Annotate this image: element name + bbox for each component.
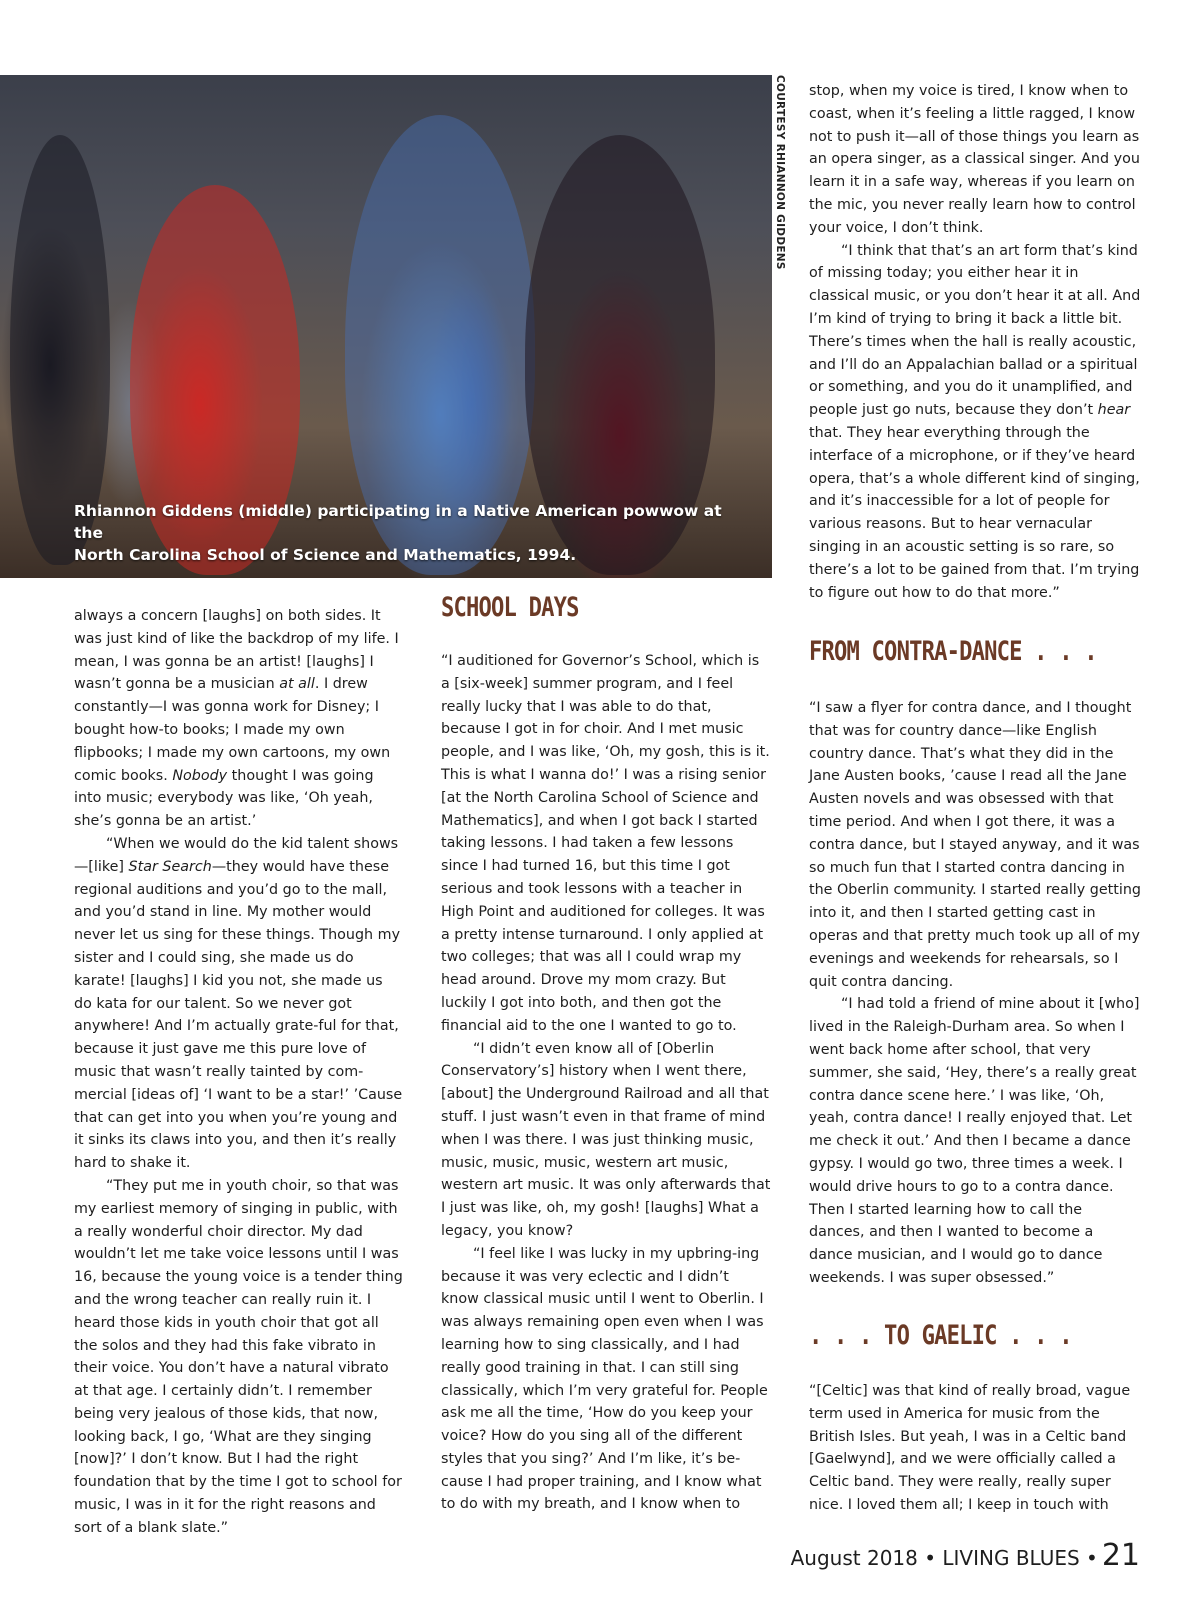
issue-info: August 2018 • LIVING BLUES • bbox=[790, 1546, 1098, 1570]
paragraph: “I feel like I was lucky in my upbring-ing because it was very eclectic and I didn’t know classical music until I went to Oberlin. I was always remaining open even when I was learning how to sing classically, and I had really good training in that. I can still sing classically, which I’m very grateful for. People ask me all the time, ‘How do you keep your voice? How do you sing all of the different styles that you sing?’ And I’m like, it’s be-cause I had proper training, and I know what to do with my breath, and I know when to bbox=[441, 1245, 768, 1513]
paragraph: “When we would do the kid talent shows—[like] Star Search—they would have these regional auditions and you’d go to the mall, and you’d stand in line. My mother would never let us sing for these things. Though my sister and I could sing, she made us do karate! [laughs] I kid you not, she made us do kata for our talent. So we never got anywhere! And I’m actually grate-ful for that, because it just gave me this pure love of music that wasn’t really tainted by com-mercial [ideas of] ‘I want to be a star!’ ’Cause that can get into you when you’re young and it sinks its claws into you, and then it’s really hard to shake it. bbox=[74, 835, 403, 1172]
section-heading-school-days: SCHOOL DAYS bbox=[441, 592, 579, 623]
page-footer bbox=[791, 1538, 1140, 1573]
column-2 bbox=[441, 650, 771, 1516]
paragraph: “[Celtic] was that kind of really broad, vague term used in America for music from the British Isles. But yeah, I was in a Celtic band [Gaelwynd], and we were officially called a Celtic band. They were really, really super nice. I loved them all; I keep in touch with bbox=[809, 1383, 1131, 1513]
photo-caption-line2: North Carolina School of Science and Mathematics, 1994. bbox=[74, 546, 577, 564]
paragraph: “They put me in youth choir, so that was my earliest memory of singing in public, with a really wonderful choir director. My dad wouldn’t let me take voice lessons until I was 16, because the young voice is a tender thing and the wrong teacher can really ruin it. I heard those kids in youth choir that got all the solos and they had this fake vibrato in their voice. You don’t have a natural vibrato at that age. I certainly didn’t. I remember being very jealous of those kids, that now, looking back, I go, ‘What are they singing [now]?’ I don’t know. But I had the right foundation that by the time I got to school for music, I was in it for the right reasons and sort of a blank slate.” bbox=[74, 1177, 403, 1536]
section-heading-contra-dance: FROM CONTRA-DANCE . . . bbox=[809, 636, 1097, 667]
photo-caption bbox=[74, 500, 734, 566]
photo-credit: COURTESY RHIANNON GIDDENS bbox=[774, 75, 786, 270]
column-3-top bbox=[809, 80, 1141, 604]
paragraph: “I auditioned for Governor’s School, which is a [six-week] summer program, and I feel really lucky that I was able to do that, because I got in for choir. And I met music people, and I was like, ‘Oh, my gosh, this is it. This is what I wanna do!’ I was a rising senior [at the North Carolina School of Science and Mathematics], and when I got back I started taking lessons. I had taken a few lessons since I had turned 16, but this time I got serious and took lessons with a teacher in High Point and auditioned for colleges. It was a pretty intense turnaround. I only applied at two colleges; that was all I could wrap my head around. Drove my mom crazy. But luckily I got into both, and then got the financial aid to the one I wanted to go to. bbox=[441, 653, 770, 1034]
column-1 bbox=[74, 605, 404, 1540]
page-number: 21 bbox=[1101, 1538, 1140, 1573]
paragraph: stop, when my voice is tired, I know when to coast, when it’s feeling a little ragged, I know not to push it—all of those things you learn as an opera singer, as a classical singer. And you learn it in a safe way, whereas if you learn on the mic, you never really learn how to control your voice, I don’t think. bbox=[809, 83, 1140, 236]
paragraph: “I saw a flyer for contra dance, and I thought that was for country dance—like English country dance. That’s what they did in the Jane Austen books, ’cause I read all the Jane Austen novels and was obsessed with that time period. And when I got there, it was a contra dance, but I stayed anyway, and it was so much fun that I started contra dancing in the Oberlin community. I started really getting into it, and then I started getting cast in operas and that pretty much took up all of my evenings and weekends for rehearsals, so I quit contra dancing. bbox=[809, 700, 1141, 990]
section-heading-gaelic: . . . TO GAELIC . . . bbox=[809, 1320, 1072, 1351]
photo-caption-line1: Rhiannon Giddens (middle) participating in a Native American powwow at the bbox=[74, 502, 722, 542]
paragraph: “I had told a friend of mine about it [who] lived in the Raleigh-Durham area. So when I went back home after school, that very summer, she said, ‘Hey, there’s a really great contra dance scene here.’ I was like, ‘Oh, yeah, contra dance! I really enjoyed that. Let me check it out.’ And then I became a dance gypsy. I would go two, three times a week. I would drive hours to go to a contra dance. Then I started learning how to call the dances, and then I wanted to become a dance musician, and I would go to dance weekends. I was super obsessed.” bbox=[809, 996, 1140, 1286]
paragraph: always a concern [laughs] on both sides. It was just kind of like the backdrop of my life. I mean, I was gonna be an artist! [laughs] I wasn’t gonna be a musician at all. I drew constantly—I was gonna work for Disney; I bought how-to books; I made my own flipbooks; I made my own cartoons, my own comic books. Nobody thought I was going into music; everybody was like, ‘Oh yeah, she’s gonna be an artist.’ bbox=[74, 608, 399, 830]
column-3-middle bbox=[809, 697, 1141, 1290]
paragraph: “I didn’t even know all of [Oberlin Conservatory’s] history when I went there, [about] the Underground Railroad and all that stuff. I just wasn’t even in that frame of mind when I was there. I was just thinking music, music, music, music, western art music, western art music. It was only afterwards that I just was like, oh, my gosh! [laughs] What a legacy, you know? bbox=[441, 1040, 771, 1239]
feature-photo bbox=[0, 75, 772, 578]
column-3-bottom bbox=[809, 1380, 1141, 1517]
paragraph: “I think that that’s an art form that’s kind of missing today; you either hear it in classical music, or you don’t hear it at all. And I’m kind of trying to bring it back a little bit. There’s times when the hall is really acoustic, and I’ll do an Appalachian ballad or a spiritual or something, and you do it unamplified, and people just go nuts, because they don’t hear that. They hear everything through the interface of a microphone, or if they’ve heard opera, that’s a whole different kind of singing, and it’s inaccessible for a lot of people for various reasons. But to hear vernacular singing in an acoustic setting is so rare, so there’s a lot to be gained from that. I’m trying to figure out how to do that more.” bbox=[809, 242, 1141, 601]
